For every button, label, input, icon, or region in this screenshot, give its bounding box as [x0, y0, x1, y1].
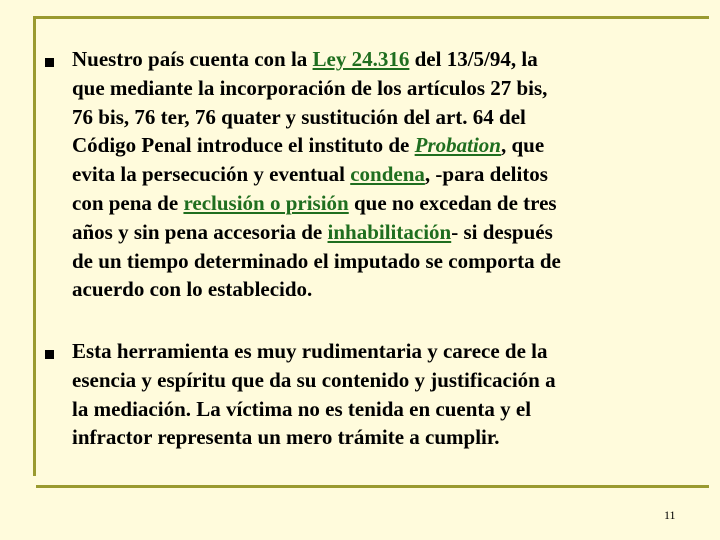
text-line: [72, 395, 686, 424]
text-run: con pena de: [72, 190, 184, 215]
text-line: [72, 74, 686, 103]
hyperlink[interactable]: Probation: [414, 133, 501, 158]
text-run: 76 bis, 76 ter, 76 quater y sustitución del art. 64 del: [72, 104, 526, 129]
top-rule: [33, 16, 709, 19]
text-run: , que: [500, 133, 545, 158]
text-run: años y sin pena accesoria de: [72, 219, 328, 244]
text-line: [72, 423, 686, 452]
text-line: [72, 247, 686, 276]
bullet-marker-2: [45, 350, 54, 359]
bullet-marker-1: [45, 58, 54, 67]
text-run: - si después: [451, 219, 553, 244]
text-run: Código Penal introduce el instituto de: [72, 133, 415, 158]
text-run: Nuestro país cuenta con la: [72, 47, 313, 71]
text-run: esencia y espíritu que da su contenido y justificación a: [72, 367, 556, 392]
text-run: , -para delitos: [424, 162, 548, 187]
text-line: [72, 337, 686, 366]
text-run: Esta herramienta es muy rudimentaria y carece de la: [72, 339, 548, 363]
text-line: [72, 189, 686, 218]
bottom-rule: [36, 485, 709, 488]
text-line: [72, 275, 686, 304]
hyperlink[interactable]: reclusión o prisión: [183, 190, 349, 215]
hyperlink[interactable]: condena: [350, 162, 425, 187]
text-line: [72, 366, 686, 395]
text-run: acuerdo con lo establecido.: [72, 277, 313, 302]
text-run: la mediación. La víctima no es tenida en cuenta y el: [72, 396, 532, 421]
text-run: del 13/5/94, la: [409, 47, 538, 71]
text-line: [72, 45, 686, 74]
text-run: que mediante la incorporación de los artículos 27 bis,: [72, 75, 548, 100]
text-run: infractor representa un mero trámite a cumplir.: [72, 425, 500, 450]
hyperlink[interactable]: inhabilitación: [327, 219, 452, 244]
bullet-paragraph-1: [72, 45, 686, 304]
text-line: [72, 131, 686, 160]
text-line: [72, 218, 686, 247]
bullet-paragraph-2: [72, 337, 686, 452]
text-run: de un tiempo determinado el imputado se comporta de: [72, 248, 561, 273]
text-run: evita la persecución y eventual: [72, 162, 351, 187]
text-line: [72, 160, 686, 189]
hyperlink[interactable]: Ley 24.316: [312, 47, 410, 71]
page-number: 11: [664, 508, 676, 522]
text-line: [72, 103, 686, 132]
text-run: que no excedan de tres: [348, 190, 557, 215]
left-rule: [33, 16, 36, 476]
